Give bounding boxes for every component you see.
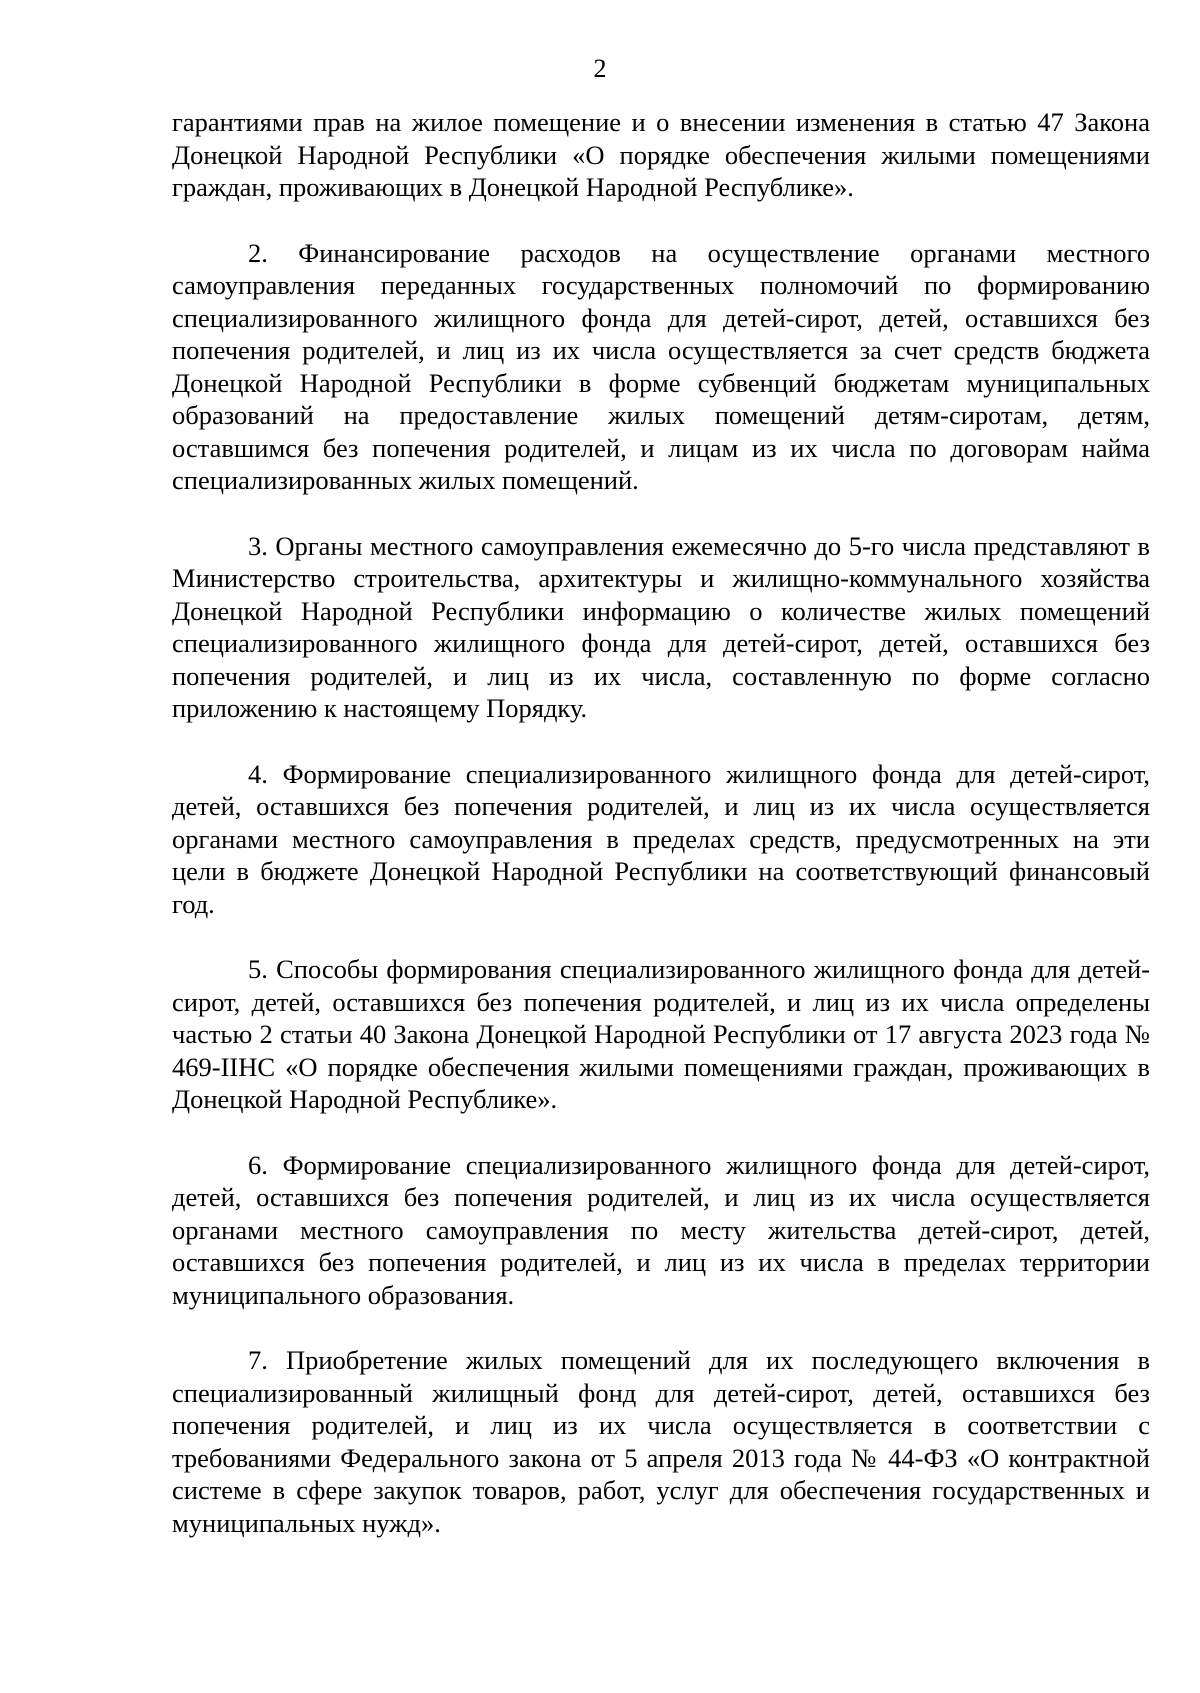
paragraph-item-2: 2. Финансирование расходов на осуществление органами местного самоуправления переданных государственных полномочий по формированию специализированного жилищного фонда для детей-сирот, детей, оставшихся без попечения родителей, и лиц из их числа осуществляется за счет средств бюджета Донецкой Народной Республики в форме субвенций бюджетам муниципальных образований на предоставление жилых помещений детям-сиротам, детям, оставшимся без попечения родителей, и лицам из их числа по договорам найма специализированных жилых помещений. <box>172 237 1150 495</box>
paragraph-item-4: 4. Формирование специализированного жилищного фонда для детей-сирот, детей, оставшихся без попечения родителей, и лиц из их числа осуществляется органами местного самоуправления в пределах средств, предусмотренных на эти цели в бюджете Донецкой Народной Республики на соответствующий финансовый год. <box>172 758 1150 919</box>
document-body <box>172 106 1150 1539</box>
paragraph-continuation: гарантиями прав на жилое помещение и о внесении изменения в статью 47 Закона Донецкой Народной Республики «О порядке обеспечения жилыми помещениями граждан, проживающих в Донецкой Народной Республике». <box>172 107 1150 202</box>
paragraph-item-7: 7. Приобретение жилых помещений для их последующего включения в специализированный жилищный фонд для детей-сирот, детей, оставшихся без попечения родителей, и лиц из их числа осуществляется в соответствии с требованиями Федерального закона от 5 апреля 2013 года № 44-ФЗ «О контрактной системе в сфере закупок товаров, работ, услуг для обеспечения государственных и муниципальных нужд». <box>172 1345 1150 1538</box>
page-number: 2 <box>593 54 607 83</box>
paragraph-item-3: 3. Органы местного самоуправления ежемесячно до 5-го числа представляют в Министерство строительства, архитектуры и жилищно-коммунального хозяйства Донецкой Народной Республики информацию о количестве жилых помещений специализированного жилищного фонда для детей-сирот, детей, оставшихся без попечения родителей, и лиц из их числа, составленную по форме согласно приложению к настоящему Порядку. <box>172 530 1150 723</box>
paragraph-item-6: 6. Формирование специализированного жилищного фонда для детей-сирот, детей, оставшихся без попечения родителей, и лиц из их числа осуществляется органами местного самоуправления по месту жительства детей-сирот, детей, оставшихся без попечения родителей, и лиц из их числа в пределах территории муниципального образования. <box>172 1149 1150 1310</box>
paragraph-item-5: 5. Способы формирования специализированного жилищного фонда для детей-сирот, детей, оставшихся без попечения родителей, и лиц из их числа определены частью 2 статьи 40 Закона Донецкой Народной Республики от 17 августа 2023 года № 469-IIНС «О порядке обеспечения жилыми помещениями граждан, проживающих в Донецкой Народной Республике». <box>172 954 1150 1114</box>
